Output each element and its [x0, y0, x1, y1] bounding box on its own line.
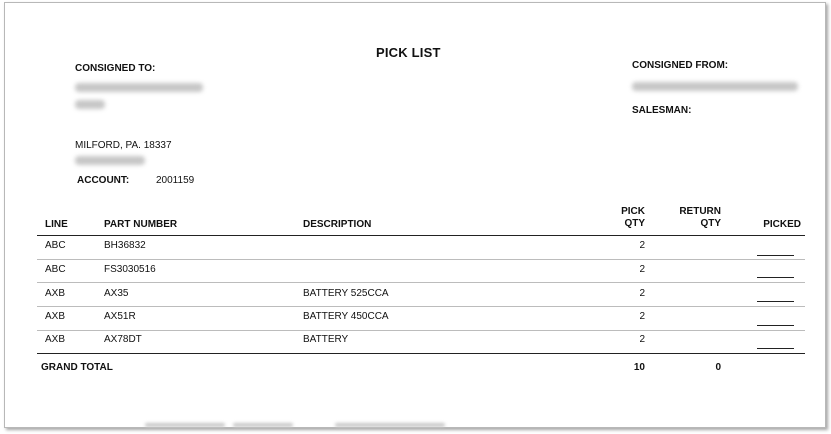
picked-blank [757, 325, 794, 326]
row-pick-qty: 2 [639, 264, 645, 275]
total-rule [37, 353, 805, 354]
row-line: AXB [45, 288, 66, 299]
row-pick-qty: 2 [639, 334, 645, 345]
row-pick-qty: 2 [639, 240, 645, 251]
redacted-address-line-2 [75, 100, 105, 109]
row-divider [37, 259, 805, 260]
document-title: PICK LIST [376, 45, 441, 60]
row-part-number: AX51R [104, 311, 136, 322]
row-description: BATTERY 450CCA [303, 311, 389, 322]
header-line: LINE [45, 219, 68, 230]
row-pick-qty: 2 [639, 288, 645, 299]
account-value: 2001159 [156, 175, 195, 186]
row-description: BATTERY 525CCA [303, 288, 389, 299]
picked-blank [757, 255, 794, 256]
grand-total-label: GRAND TOTAL [41, 362, 113, 373]
header-rule [37, 235, 805, 236]
header-part-number: PART NUMBER [104, 219, 178, 230]
row-line: AXB [45, 334, 66, 345]
row-part-number: FS3030516 [104, 264, 156, 275]
grand-total-return-qty: 0 [715, 362, 721, 373]
picked-blank [757, 277, 794, 278]
row-divider [37, 282, 805, 283]
redacted-address-line-1 [75, 83, 203, 92]
header-picked: PICKED [763, 219, 801, 230]
cutoff-footer-text [233, 423, 293, 427]
picked-blank [757, 301, 794, 302]
row-line: AXB [45, 311, 66, 322]
header-pick-qty-line1: PICK [621, 206, 645, 217]
redacted-consignor-line [632, 82, 798, 91]
cutoff-footer-text [145, 423, 225, 427]
picked-blank [757, 348, 794, 349]
row-divider [37, 306, 805, 307]
consigned-from-label: CONSIGNED FROM: [632, 60, 729, 71]
header-return-qty-line1: RETURN [679, 206, 721, 217]
header-description: DESCRIPTION [303, 219, 372, 230]
pick-list-page [4, 2, 826, 428]
consigned-to-label: CONSIGNED TO: [75, 63, 156, 74]
account-label: ACCOUNT: [77, 175, 130, 186]
row-line: ABC [45, 264, 66, 275]
row-line: ABC [45, 240, 66, 251]
salesman-label: SALESMAN: [632, 105, 692, 116]
row-description: BATTERY [303, 334, 349, 345]
row-part-number: BH36832 [104, 240, 146, 251]
row-divider [37, 330, 805, 331]
redacted-phone-line [75, 156, 145, 165]
grand-total-pick-qty: 10 [633, 362, 645, 373]
header-pick-qty-line2: QTY [624, 218, 645, 229]
header-return-qty [661, 206, 721, 230]
header-return-qty-line2: QTY [700, 218, 721, 229]
header-pick-qty [595, 206, 645, 230]
row-part-number: AX35 [104, 288, 129, 299]
city-line: MILFORD, PA. 18337 [75, 140, 172, 151]
cutoff-footer-text [335, 423, 445, 427]
row-part-number: AX78DT [104, 334, 142, 345]
row-pick-qty: 2 [639, 311, 645, 322]
